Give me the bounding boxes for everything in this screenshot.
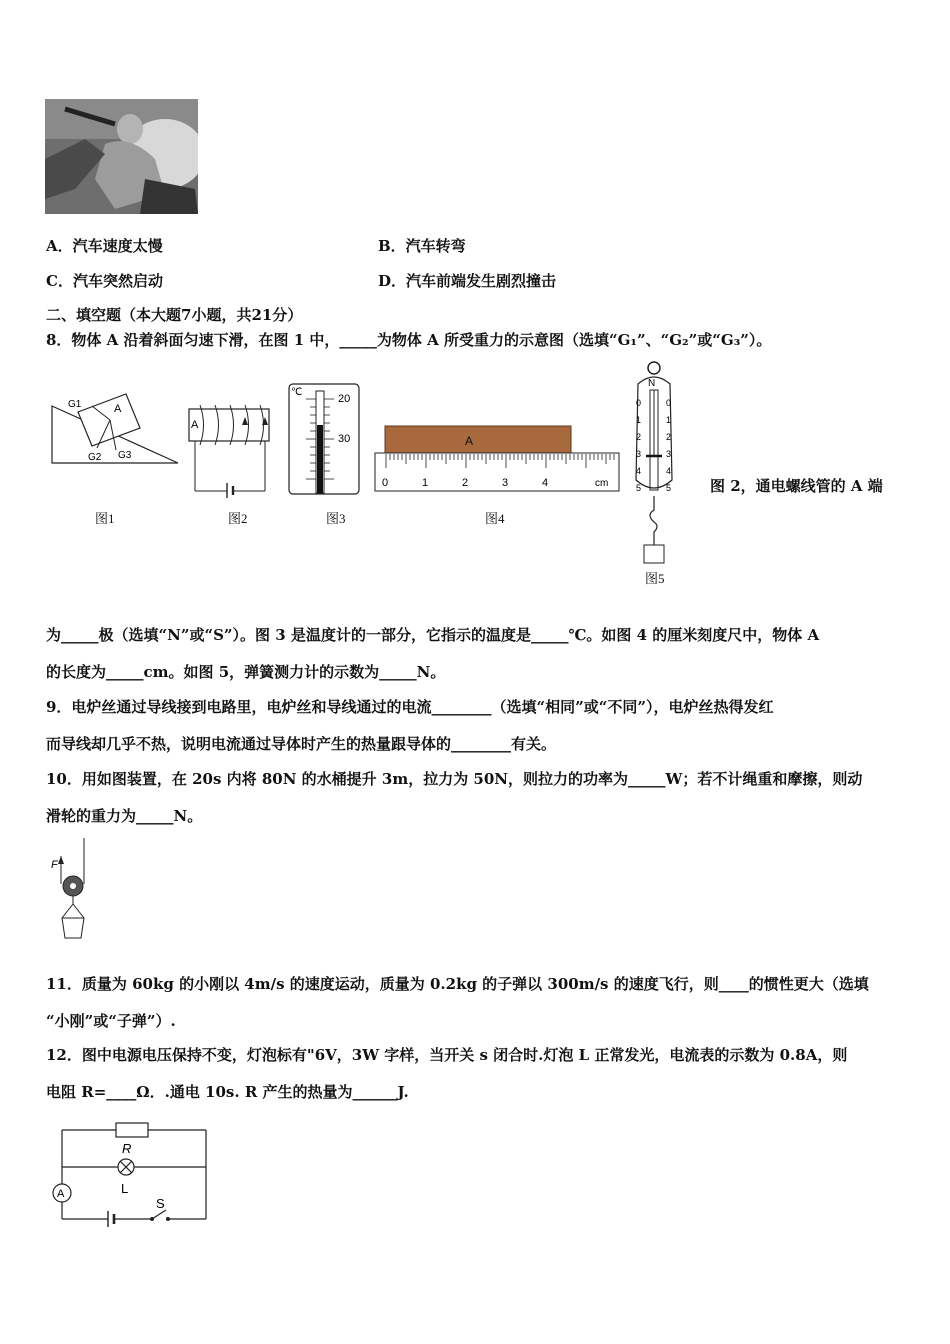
solenoid-a-label: A [191, 419, 199, 431]
scale-2: 2 [636, 432, 642, 442]
scale-0-right: 0 [666, 398, 672, 408]
car-crash-photo [45, 99, 198, 214]
circuit-figure [48, 1120, 213, 1230]
ruler-2: 2 [462, 477, 469, 489]
fig3-label: 图3 [326, 511, 346, 526]
ruler-1: 1 [422, 477, 429, 489]
figure-1-incline [50, 388, 185, 468]
fig5-label: 图5 [645, 571, 665, 586]
scale-1: 1 [636, 415, 642, 425]
q9-line2: 而导线却几乎不热，说明电流通过导体时产生的热量跟导体的________有关。 [46, 735, 557, 753]
figure-2-solenoid [185, 395, 275, 498]
ruler-0: 0 [382, 477, 389, 489]
tick-30: 30 [338, 433, 351, 445]
scale-4-right: 4 [666, 466, 672, 476]
q8-line3: 的长度为_____cm。如图 5，弹簧测力计的示数为_____N。 [46, 663, 446, 681]
q8-line1: 8．物体 A 沿着斜面匀速下滑，在图 1 中，_____为物体 A 所受重力的示意图（选填“G₁”、“G₂”或“G₃”）。 [46, 331, 772, 349]
q12-line1: 12．图中电源电压保持不变，灯泡标有"6V，3W 字样，当开关 s 闭合时.灯泡 L 正常发光，电流表的示数为 0.8A，则 [46, 1046, 848, 1064]
g2-label: G2 [88, 452, 102, 463]
ruler-3: 3 [502, 477, 509, 489]
ruler-unit: cm [595, 478, 609, 489]
fig2-label: 图2 [228, 511, 248, 526]
option-c: C．汽车突然启动 [46, 272, 163, 290]
option-a: A．汽车速度太慢 [46, 237, 163, 255]
scale-1-right: 1 [666, 415, 672, 425]
object-a-label: A [465, 434, 474, 448]
ammeter-label: A [57, 1188, 65, 1200]
fig4-label: 图4 [485, 511, 505, 526]
tick-20: 20 [338, 393, 351, 405]
fig1-label: 图1 [95, 511, 115, 526]
figure-3-thermometer [288, 383, 360, 495]
option-d: D．汽车前端发生剧烈撞击 [378, 272, 557, 290]
figure-4-ruler [373, 423, 621, 493]
g1-label: G1 [68, 399, 82, 410]
resistor-r-label: R [122, 1141, 132, 1156]
q10-line2: 滑轮的重力为_____N。 [46, 807, 203, 825]
scale-5-right: 5 [666, 483, 672, 493]
g3-label: G3 [118, 450, 132, 461]
scale-0: 0 [636, 398, 642, 408]
ruler-4: 4 [542, 477, 549, 489]
scale-3: 3 [636, 449, 642, 459]
scale-4: 4 [636, 466, 642, 476]
section-heading: 二、填空题（本大题7小题，共21分） [46, 306, 303, 324]
scale-2-right: 2 [666, 432, 672, 442]
q8-line2: 为_____极（选填“N”或“S”）。图 3 是温度计的一部分，它指示的温度是_____℃。如图 4 的厘米刻度尺中，物体 A [46, 626, 820, 644]
lamp-l-label: L [121, 1181, 129, 1196]
q10-line1: 10．用如图装置，在 20s 内将 80N 的水桶提升 3m，拉力为 50N，则拉力的功率为_____W；若不计绳重和摩擦，则动 [46, 770, 863, 788]
q8-side-text: 图 2，通电螺线管的 A 端 [710, 477, 883, 495]
a-label: A [114, 403, 122, 415]
q11-line1: 11．质量为 60kg 的小刚以 4m/s 的速度运动，质量为 0.2kg 的子弹以 300m/s 的速度飞行，则____的惯性更大（选填 [46, 975, 869, 993]
scale-n-label: N [648, 378, 656, 389]
unit-label: ℃ [291, 387, 303, 398]
switch-s-label: S [156, 1196, 165, 1211]
scale-5: 5 [636, 483, 642, 493]
force-f-label: F [51, 859, 58, 871]
q11-line2: “小刚”或“子弹”）. [46, 1012, 176, 1030]
scale-3-right: 3 [666, 449, 672, 459]
q9-line1: 9．电炉丝通过导线接到电路里，电炉丝和导线通过的电流________（选填“相同”或“不同”），电炉丝热得发红 [46, 698, 774, 716]
figure-5-spring-scale [628, 360, 684, 566]
option-b: B．汽车转弯 [378, 237, 466, 255]
q12-line2: 电阻 R=____Ω．.通电 10s. R 产生的热量为______J. [46, 1083, 409, 1101]
pulley-figure [48, 838, 93, 943]
